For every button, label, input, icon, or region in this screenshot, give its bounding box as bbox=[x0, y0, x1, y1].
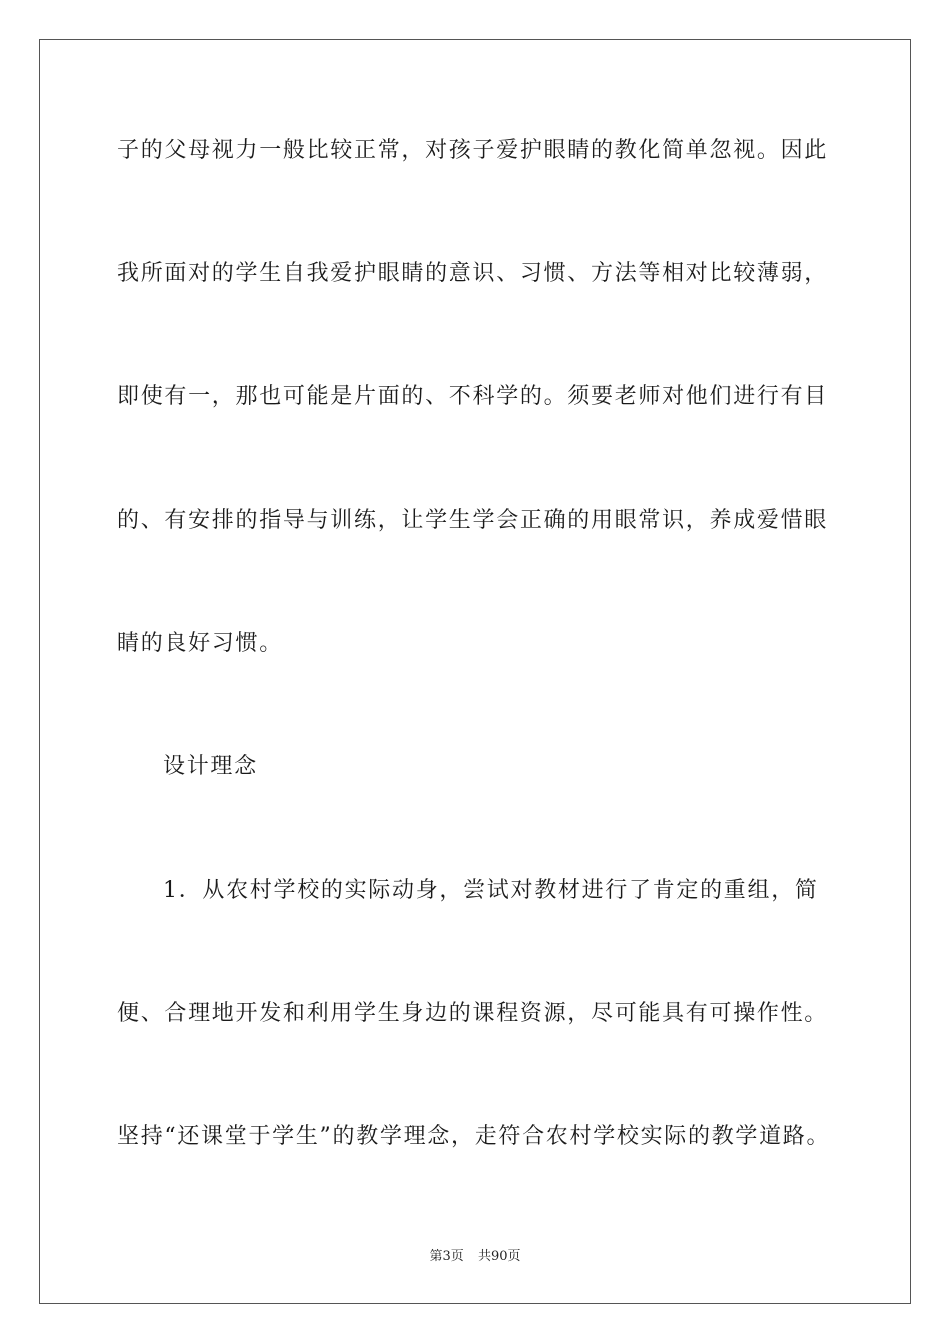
body-text-line-3: 即使有一，那也可能是片面的、不科学的。须要老师对他们进行有目 bbox=[117, 384, 829, 409]
body-text-line-4: 的、有安排的指导与训练，让学生学会正确的用眼常识，养成爱惜眼 bbox=[117, 508, 829, 533]
page-border bbox=[39, 39, 911, 1304]
section-heading: 设计理念 bbox=[163, 754, 258, 779]
body-text-line-7: 便、合理地开发和利用学生身边的课程资源，尽可能具有可操作性。 bbox=[117, 1001, 829, 1026]
page-number: 第3页 bbox=[429, 1249, 464, 1264]
body-text-line-6: 1．从农村学校的实际动身，尝试对教材进行了肯定的重组，简 bbox=[163, 878, 819, 903]
page-total: 共90页 bbox=[477, 1249, 521, 1264]
body-text-line-5: 睛的良好习惯。 bbox=[117, 631, 283, 656]
body-text-line-1: 子的父母视力一般比较正常，对孩子爱护眼睛的教化简单忽视。因此 bbox=[117, 138, 829, 163]
body-text-line-2: 我所面对的学生自我爱护眼睛的意识、习惯、方法等相对比较薄弱， bbox=[117, 261, 829, 286]
body-text-line-8: 坚持“还课堂于学生”的教学理念，走符合农村学校实际的教学道路。 bbox=[117, 1124, 831, 1149]
page-footer bbox=[0, 1248, 950, 1266]
